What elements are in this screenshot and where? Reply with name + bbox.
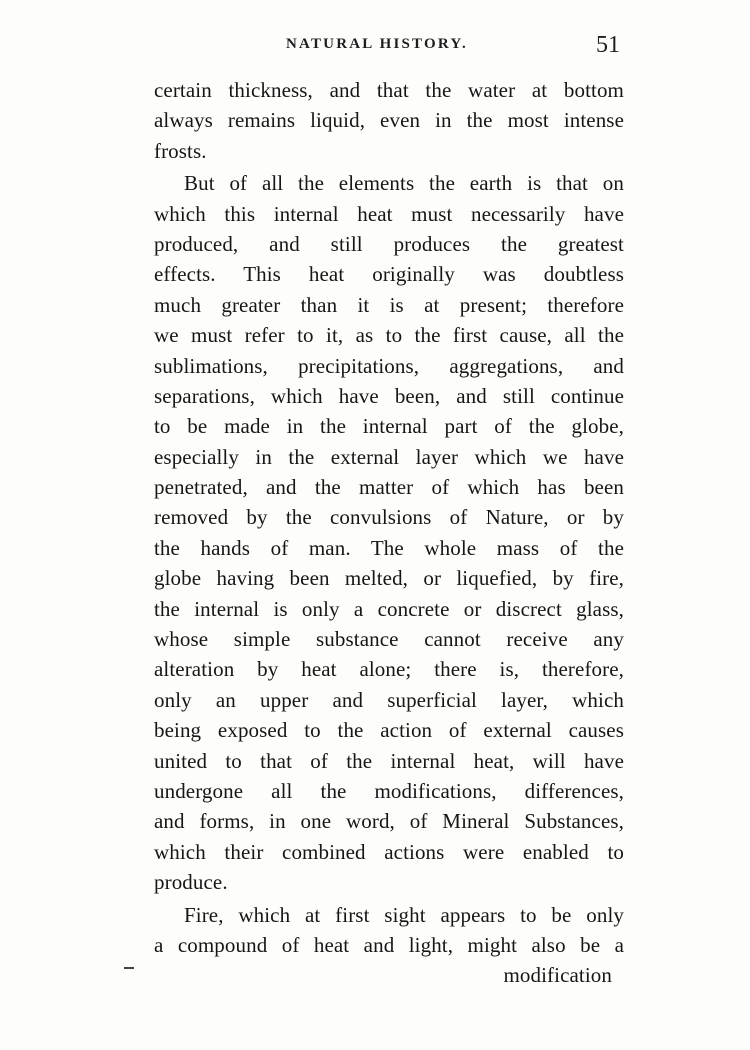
text-line: frosts. xyxy=(154,138,207,163)
margin-mark xyxy=(124,967,134,969)
body-text xyxy=(154,75,624,991)
text-line: we must refer to it, as to the first cause, all the xyxy=(154,323,624,348)
text-line: certain thickness, and that the water at bottom xyxy=(154,78,624,102)
text-line: the internal is only a concrete or discrect glass, xyxy=(154,596,624,621)
paragraph xyxy=(154,75,624,166)
text-line: which their combined actions were enabled to xyxy=(154,839,624,864)
text-line: sublimations, precipitations, aggregations, and xyxy=(154,353,624,378)
text-line: But of all the elements the earth is that on xyxy=(184,171,624,196)
text-line: alteration by heat alone; there is, therefore, xyxy=(154,657,624,682)
catchword: modification xyxy=(503,963,612,988)
text-line: being exposed to the action of external causes xyxy=(154,718,624,743)
text-line: united to that of the internal heat, will have xyxy=(154,748,624,773)
text-line: penetrated, and the matter of which has been xyxy=(154,475,624,500)
text-line: to be made in the internal part of the globe, xyxy=(154,414,624,439)
paragraph xyxy=(154,900,624,961)
page-number: 51 xyxy=(596,32,620,58)
text-line: especially in the external layer which we have xyxy=(154,444,624,469)
text-line: produce. xyxy=(154,870,228,895)
paragraph xyxy=(154,168,624,897)
text-line: removed by the convulsions of Nature, or by xyxy=(154,505,624,530)
text-line: only an upper and superficial layer, which xyxy=(154,687,624,712)
text-line: whose simple substance cannot receive any xyxy=(154,627,624,652)
text-line: which this internal heat must necessarily have xyxy=(154,201,624,226)
text-line: produced, and still produces the greatest xyxy=(154,231,624,256)
text-line: separations, which have been, and still continue xyxy=(154,383,624,408)
text-line: the hands of man. The whole mass of the xyxy=(154,535,624,560)
text-line: always remains liquid, even in the most intense xyxy=(154,108,624,133)
text-line: Fire, which at first sight appears to be only xyxy=(184,902,624,927)
running-head: NATURAL HISTORY. xyxy=(286,36,468,52)
text-line: much greater than it is at present; therefore xyxy=(154,292,624,317)
text-line: a compound of heat and light, might also be a xyxy=(154,932,624,957)
text-line: and forms, in one word, of Mineral Substances, xyxy=(154,809,624,834)
text-line: effects. This heat originally was doubtless xyxy=(154,262,624,287)
text-line: globe having been melted, or liquefied, by fire, xyxy=(154,566,624,591)
text-line: undergone all the modifications, differences, xyxy=(154,778,624,803)
page-header xyxy=(152,32,624,62)
